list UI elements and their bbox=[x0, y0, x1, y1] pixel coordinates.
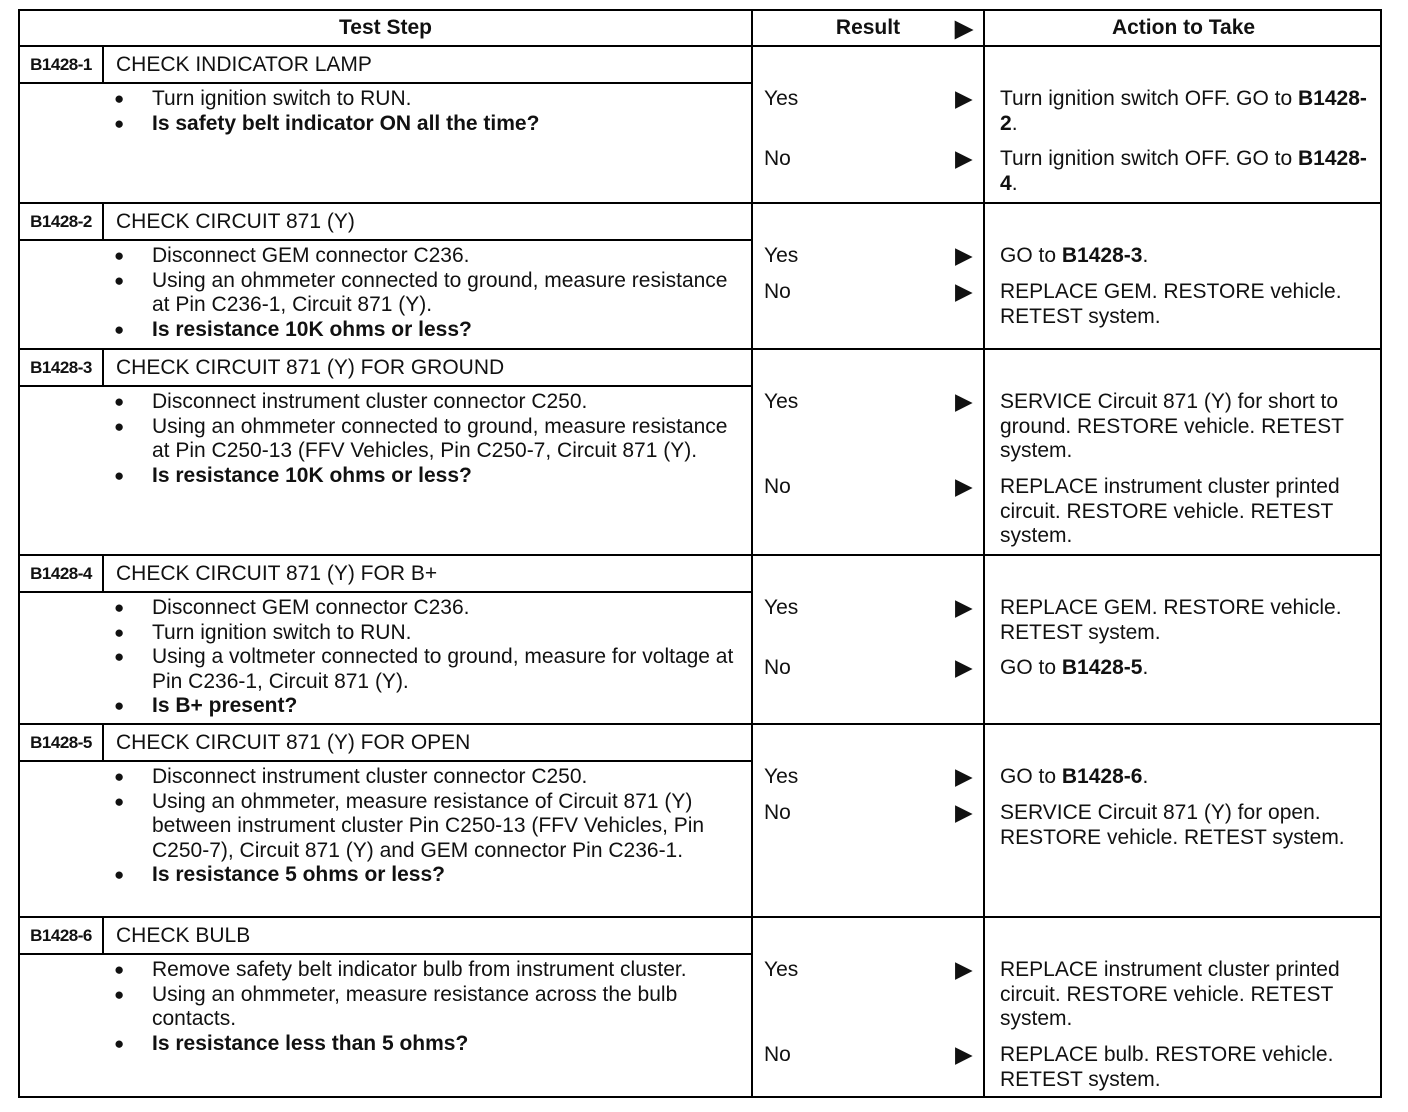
diagnostic-table bbox=[18, 9, 1382, 1098]
test-section-5 bbox=[20, 725, 1382, 916]
step-instructions bbox=[114, 958, 734, 1056]
arrow-right-icon: ▶ bbox=[955, 388, 973, 414]
test-section-3 bbox=[20, 350, 1382, 554]
action-yes: SERVICE Circuit 871 (Y) for short to ground. RESTORE vehicle. RETEST system. bbox=[1000, 390, 1344, 462]
header-test-step: Test Step bbox=[339, 16, 432, 39]
goto-link: B1428-2 bbox=[1000, 87, 1367, 135]
test-section-6 bbox=[20, 918, 1382, 1098]
instruction-question: ● Is B+ present? bbox=[114, 694, 734, 719]
result-yes: Yes bbox=[764, 958, 799, 981]
arrow-right-icon: ▶ bbox=[955, 654, 973, 680]
step-title: CHECK CIRCUIT 871 (Y) bbox=[116, 210, 355, 233]
step-instructions bbox=[114, 596, 734, 719]
arrow-right-icon: ▶ bbox=[955, 1041, 973, 1067]
step-title: CHECK CIRCUIT 871 (Y) FOR GROUND bbox=[116, 356, 505, 379]
goto-link: B1428-3 bbox=[1061, 244, 1143, 267]
instruction-item: ● Using a voltmeter connected to ground, measure for voltage at Pin C236-1, Circuit 871 (Y). bbox=[114, 645, 734, 694]
instruction-item: ● Using an ohmmeter connected to ground, measure resistance at Pin C236-1, Circuit 871 (Y). bbox=[114, 269, 734, 318]
action-no: Turn ignition switch OFF. GO to B1428-4. bbox=[1000, 147, 1367, 195]
instruction-question: ● Is safety belt indicator ON all the time? bbox=[114, 112, 734, 137]
step-id: B1428-4 bbox=[20, 556, 104, 591]
instruction-item: ● Disconnect instrument cluster connector C250. bbox=[114, 765, 734, 790]
instruction-item: ● Disconnect instrument cluster connector C250. bbox=[114, 390, 734, 415]
action-no: REPLACE bulb. RESTORE vehicle. RETEST system. bbox=[1000, 1043, 1334, 1091]
step-title: CHECK BULB bbox=[116, 924, 251, 947]
instruction-item: ● Disconnect GEM connector C236. bbox=[114, 244, 734, 269]
step-instructions bbox=[114, 244, 734, 342]
step-title: CHECK CIRCUIT 871 (Y) FOR B+ bbox=[116, 562, 438, 585]
result-yes: Yes bbox=[764, 596, 799, 619]
test-section-2 bbox=[20, 204, 1382, 348]
section-header bbox=[20, 556, 753, 593]
arrow-right-icon: ▶ bbox=[955, 956, 973, 982]
arrow-right-icon: ▶ bbox=[955, 145, 973, 171]
arrow-right-icon: ▶ bbox=[955, 278, 973, 304]
step-title: CHECK INDICATOR LAMP bbox=[116, 53, 372, 76]
result-no: No bbox=[764, 280, 791, 303]
instruction-question: ● Is resistance 10K ohms or less? bbox=[114, 318, 734, 343]
action-yes: REPLACE GEM. RESTORE vehicle. RETEST system. bbox=[1000, 596, 1342, 644]
arrow-right-icon: ▶ bbox=[955, 242, 973, 268]
action-no: REPLACE GEM. RESTORE vehicle. RETEST system. bbox=[1000, 280, 1342, 328]
result-no: No bbox=[764, 1043, 791, 1066]
header-result: Result bbox=[835, 16, 901, 39]
goto-link: B1428-6 bbox=[1061, 765, 1143, 788]
step-id: B1428-3 bbox=[20, 350, 104, 385]
section-header bbox=[20, 47, 753, 84]
test-section-4 bbox=[20, 556, 1382, 723]
instruction-question: ● Is resistance 5 ohms or less? bbox=[114, 863, 734, 888]
goto-link: B1428-4 bbox=[1000, 147, 1367, 195]
action-no: SERVICE Circuit 871 (Y) for open. RESTORE vehicle. RETEST system. bbox=[1000, 801, 1345, 849]
step-id: B1428-2 bbox=[20, 204, 104, 239]
result-yes: Yes bbox=[764, 87, 799, 110]
step-title: CHECK CIRCUIT 871 (Y) FOR OPEN bbox=[116, 731, 471, 754]
instruction-item: ● Turn ignition switch to RUN. bbox=[114, 87, 734, 112]
result-no: No bbox=[764, 147, 791, 170]
step-id: B1428-5 bbox=[20, 725, 104, 760]
result-no: No bbox=[764, 801, 791, 824]
result-yes: Yes bbox=[764, 765, 799, 788]
action-no: REPLACE instrument cluster printed circuit. RESTORE vehicle. RETEST system. bbox=[1000, 475, 1340, 547]
section-header bbox=[20, 350, 753, 387]
goto-link: B1428-5 bbox=[1061, 656, 1143, 679]
instruction-item: ● Using an ohmmeter, measure resistance of Circuit 871 (Y) between instrument cluster Pin C250-13 (FFV Vehicles, Pin C250-7), Circuit 871 (Y) and GEM connector Pin C236-1. bbox=[114, 790, 734, 864]
header-arrow-icon: ▶ bbox=[955, 15, 973, 41]
action-no: GO to B1428-5. bbox=[1000, 656, 1149, 679]
arrow-right-icon: ▶ bbox=[955, 594, 973, 620]
result-yes: Yes bbox=[764, 244, 799, 267]
instruction-item: ● Using an ohmmeter, measure resistance across the bulb contacts. bbox=[114, 983, 734, 1032]
header-action: Action to Take bbox=[1111, 16, 1256, 39]
result-no: No bbox=[764, 656, 791, 679]
result-no: No bbox=[764, 475, 791, 498]
action-yes: GO to B1428-3. bbox=[1000, 244, 1149, 267]
instruction-item: ● Using an ohmmeter connected to ground, measure resistance at Pin C250-13 (FFV Vehicles, Pin C250-7, Circuit 871 (Y). bbox=[114, 415, 734, 464]
section-header bbox=[20, 204, 753, 241]
step-instructions bbox=[114, 390, 734, 488]
instruction-item: ● Turn ignition switch to RUN. bbox=[114, 621, 734, 646]
step-instructions bbox=[114, 765, 734, 888]
step-id: B1428-1 bbox=[20, 47, 104, 82]
instruction-item: ● Remove safety belt indicator bulb from instrument cluster. bbox=[114, 958, 734, 983]
instruction-item: ● Disconnect GEM connector C236. bbox=[114, 596, 734, 621]
instruction-question: ● Is resistance 10K ohms or less? bbox=[114, 464, 734, 489]
section-header bbox=[20, 725, 753, 762]
test-section-1 bbox=[20, 47, 1382, 202]
arrow-right-icon: ▶ bbox=[955, 85, 973, 111]
step-instructions bbox=[114, 87, 734, 136]
step-id: B1428-6 bbox=[20, 918, 104, 953]
section-header bbox=[20, 918, 753, 955]
arrow-right-icon: ▶ bbox=[955, 799, 973, 825]
action-yes: Turn ignition switch OFF. GO to B1428-2. bbox=[1000, 87, 1367, 135]
instruction-question: ● Is resistance less than 5 ohms? bbox=[114, 1032, 734, 1057]
arrow-right-icon: ▶ bbox=[955, 763, 973, 789]
arrow-right-icon: ▶ bbox=[955, 473, 973, 499]
result-yes: Yes bbox=[764, 390, 799, 413]
action-yes: REPLACE instrument cluster printed circuit. RESTORE vehicle. RETEST system. bbox=[1000, 958, 1340, 1030]
action-yes: GO to B1428-6. bbox=[1000, 765, 1149, 788]
